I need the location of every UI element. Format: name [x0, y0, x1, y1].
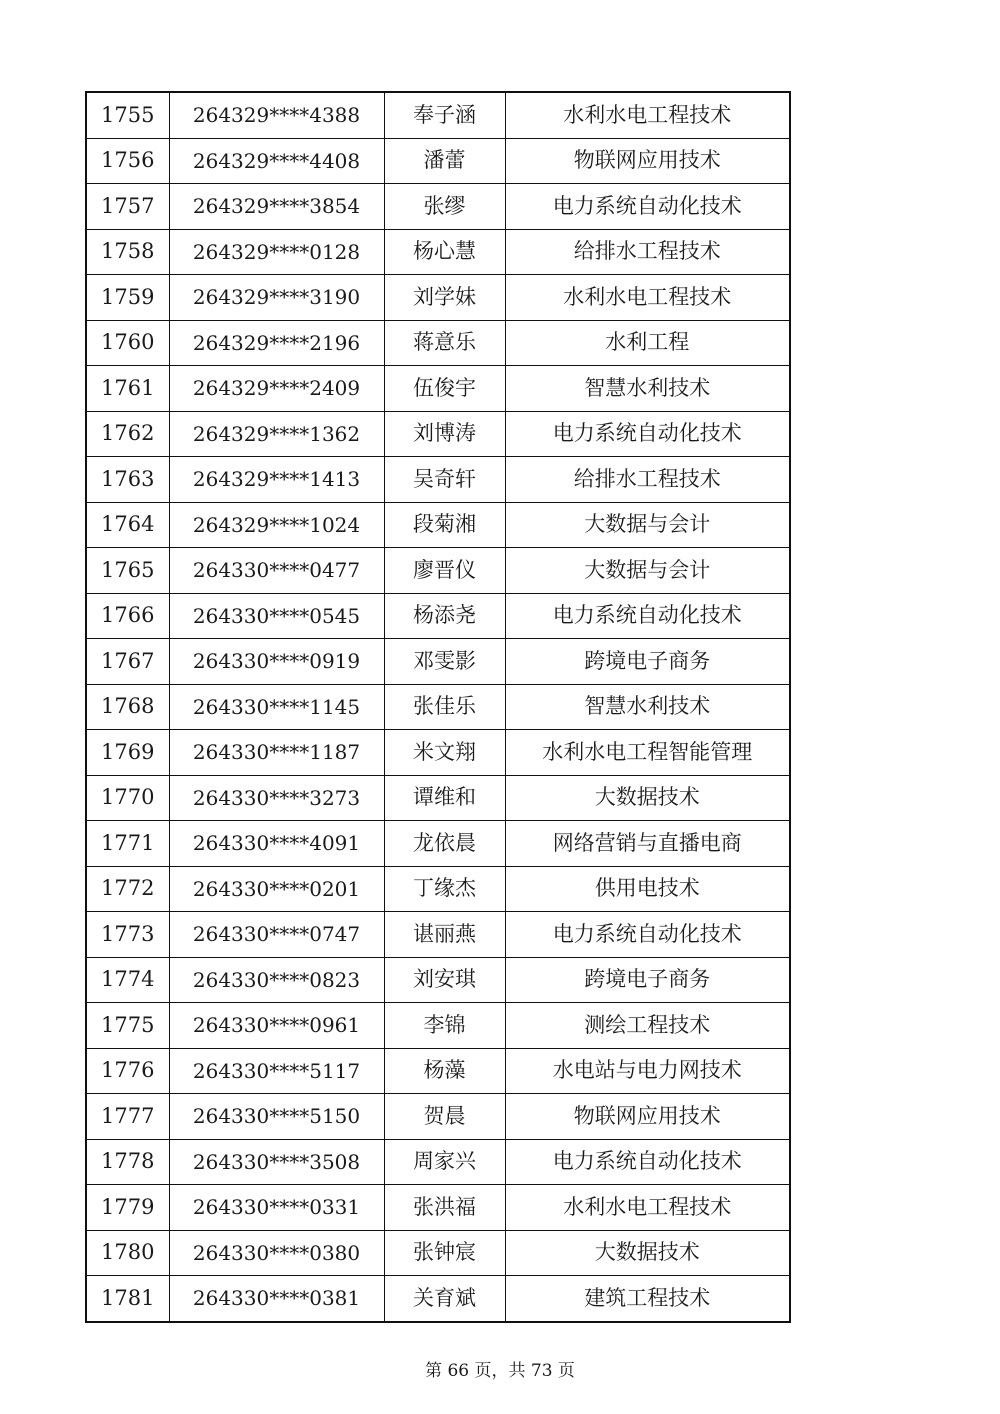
table-row — [86, 1230, 790, 1276]
row-number-cell: 1768 — [86, 684, 169, 730]
roster-table — [85, 91, 791, 1323]
name-cell: 廖晋仪 — [384, 548, 505, 594]
major-cell: 水利水电工程技术 — [505, 1185, 790, 1231]
row-number-cell: 1770 — [86, 775, 169, 821]
roster-table-body — [86, 92, 790, 1322]
name-cell: 刘博涛 — [384, 411, 505, 457]
major-cell: 水利水电工程技术 — [505, 92, 790, 138]
id-number-cell: 264330****0919 — [169, 639, 384, 685]
row-number-cell: 1761 — [86, 366, 169, 412]
name-cell: 刘安琪 — [384, 957, 505, 1003]
table-row — [86, 275, 790, 321]
table-row — [86, 639, 790, 685]
row-number-cell: 1771 — [86, 821, 169, 867]
id-number-cell: 264329****2196 — [169, 320, 384, 366]
name-cell: 谭维和 — [384, 775, 505, 821]
row-number-cell: 1774 — [86, 957, 169, 1003]
table-row — [86, 502, 790, 548]
id-number-cell: 264329****1024 — [169, 502, 384, 548]
name-cell: 关育斌 — [384, 1276, 505, 1322]
table-row — [86, 821, 790, 867]
id-number-cell: 264330****5117 — [169, 1048, 384, 1094]
major-cell: 给排水工程技术 — [505, 457, 790, 503]
major-cell: 电力系统自动化技术 — [505, 1139, 790, 1185]
row-number-cell: 1759 — [86, 275, 169, 321]
major-cell: 大数据与会计 — [505, 502, 790, 548]
table-row — [86, 593, 790, 639]
table-row — [86, 730, 790, 776]
id-number-cell: 264329****1413 — [169, 457, 384, 503]
row-number-cell: 1766 — [86, 593, 169, 639]
id-number-cell: 264330****0545 — [169, 593, 384, 639]
name-cell: 谌丽燕 — [384, 912, 505, 958]
row-number-cell: 1767 — [86, 639, 169, 685]
table-row — [86, 957, 790, 1003]
table-row — [86, 229, 790, 275]
row-number-cell: 1772 — [86, 866, 169, 912]
name-cell: 杨心慧 — [384, 229, 505, 275]
table-row — [86, 775, 790, 821]
name-cell: 贺晨 — [384, 1094, 505, 1140]
table-row — [86, 912, 790, 958]
table-row — [86, 366, 790, 412]
table-row — [86, 138, 790, 184]
row-number-cell: 1755 — [86, 92, 169, 138]
id-number-cell: 264329****0128 — [169, 229, 384, 275]
id-number-cell: 264330****4091 — [169, 821, 384, 867]
name-cell: 刘学妹 — [384, 275, 505, 321]
major-cell: 给排水工程技术 — [505, 229, 790, 275]
table-row — [86, 1003, 790, 1049]
name-cell: 丁缘杰 — [384, 866, 505, 912]
table-row — [86, 1048, 790, 1094]
row-number-cell: 1756 — [86, 138, 169, 184]
row-number-cell: 1765 — [86, 548, 169, 594]
major-cell: 跨境电子商务 — [505, 639, 790, 685]
table-row — [86, 684, 790, 730]
row-number-cell: 1777 — [86, 1094, 169, 1140]
row-number-cell: 1780 — [86, 1230, 169, 1276]
name-cell: 奉子涵 — [384, 92, 505, 138]
table-row — [86, 411, 790, 457]
name-cell: 张钟宸 — [384, 1230, 505, 1276]
id-number-cell: 264330****0477 — [169, 548, 384, 594]
name-cell: 杨藻 — [384, 1048, 505, 1094]
id-number-cell: 264329****3854 — [169, 184, 384, 230]
table-row — [86, 1185, 790, 1231]
table-row — [86, 866, 790, 912]
id-number-cell: 264330****3508 — [169, 1139, 384, 1185]
row-number-cell: 1779 — [86, 1185, 169, 1231]
major-cell: 水电站与电力网技术 — [505, 1048, 790, 1094]
major-cell: 大数据技术 — [505, 1230, 790, 1276]
major-cell: 水利水电工程智能管理 — [505, 730, 790, 776]
id-number-cell: 264330****0823 — [169, 957, 384, 1003]
name-cell: 蒋意乐 — [384, 320, 505, 366]
id-number-cell: 264329****3190 — [169, 275, 384, 321]
table-row — [86, 457, 790, 503]
table-row — [86, 1094, 790, 1140]
major-cell: 大数据与会计 — [505, 548, 790, 594]
row-number-cell: 1760 — [86, 320, 169, 366]
major-cell: 物联网应用技术 — [505, 138, 790, 184]
major-cell: 跨境电子商务 — [505, 957, 790, 1003]
row-number-cell: 1757 — [86, 184, 169, 230]
id-number-cell: 264329****2409 — [169, 366, 384, 412]
id-number-cell: 264330****0747 — [169, 912, 384, 958]
table-row — [86, 320, 790, 366]
major-cell: 电力系统自动化技术 — [505, 593, 790, 639]
name-cell: 段菊湘 — [384, 502, 505, 548]
id-number-cell: 264330****0381 — [169, 1276, 384, 1322]
row-number-cell: 1769 — [86, 730, 169, 776]
name-cell: 李锦 — [384, 1003, 505, 1049]
name-cell: 邓雯影 — [384, 639, 505, 685]
table-row — [86, 1139, 790, 1185]
name-cell: 龙依晨 — [384, 821, 505, 867]
row-number-cell: 1764 — [86, 502, 169, 548]
id-number-cell: 264329****4408 — [169, 138, 384, 184]
major-cell: 网络营销与直播电商 — [505, 821, 790, 867]
row-number-cell: 1776 — [86, 1048, 169, 1094]
name-cell: 周家兴 — [384, 1139, 505, 1185]
table-row — [86, 548, 790, 594]
table-row — [86, 1276, 790, 1322]
page-number-footer: 第 66 页，共 73 页 — [425, 1361, 575, 1381]
name-cell: 张洪福 — [384, 1185, 505, 1231]
row-number-cell: 1775 — [86, 1003, 169, 1049]
name-cell: 杨添尧 — [384, 593, 505, 639]
major-cell: 智慧水利技术 — [505, 366, 790, 412]
table-row — [86, 92, 790, 138]
id-number-cell: 264329****1362 — [169, 411, 384, 457]
row-number-cell: 1773 — [86, 912, 169, 958]
major-cell: 水利水电工程技术 — [505, 275, 790, 321]
name-cell: 潘蕾 — [384, 138, 505, 184]
row-number-cell: 1763 — [86, 457, 169, 503]
name-cell: 伍俊宇 — [384, 366, 505, 412]
id-number-cell: 264330****0201 — [169, 866, 384, 912]
name-cell: 吴奇轩 — [384, 457, 505, 503]
id-number-cell: 264330****3273 — [169, 775, 384, 821]
id-number-cell: 264330****0380 — [169, 1230, 384, 1276]
major-cell: 建筑工程技术 — [505, 1276, 790, 1322]
major-cell: 电力系统自动化技术 — [505, 411, 790, 457]
major-cell: 智慧水利技术 — [505, 684, 790, 730]
major-cell: 电力系统自动化技术 — [505, 184, 790, 230]
id-number-cell: 264330****1187 — [169, 730, 384, 776]
name-cell: 张佳乐 — [384, 684, 505, 730]
row-number-cell: 1762 — [86, 411, 169, 457]
major-cell: 电力系统自动化技术 — [505, 912, 790, 958]
row-number-cell: 1778 — [86, 1139, 169, 1185]
id-number-cell: 264330****0331 — [169, 1185, 384, 1231]
id-number-cell: 264330****1145 — [169, 684, 384, 730]
id-number-cell: 264329****4388 — [169, 92, 384, 138]
row-number-cell: 1758 — [86, 229, 169, 275]
major-cell: 大数据技术 — [505, 775, 790, 821]
name-cell: 米文翔 — [384, 730, 505, 776]
major-cell: 供用电技术 — [505, 866, 790, 912]
row-number-cell: 1781 — [86, 1276, 169, 1322]
table-row — [86, 184, 790, 230]
name-cell: 张缪 — [384, 184, 505, 230]
major-cell: 测绘工程技术 — [505, 1003, 790, 1049]
id-number-cell: 264330****0961 — [169, 1003, 384, 1049]
major-cell: 水利工程 — [505, 320, 790, 366]
id-number-cell: 264330****5150 — [169, 1094, 384, 1140]
major-cell: 物联网应用技术 — [505, 1094, 790, 1140]
